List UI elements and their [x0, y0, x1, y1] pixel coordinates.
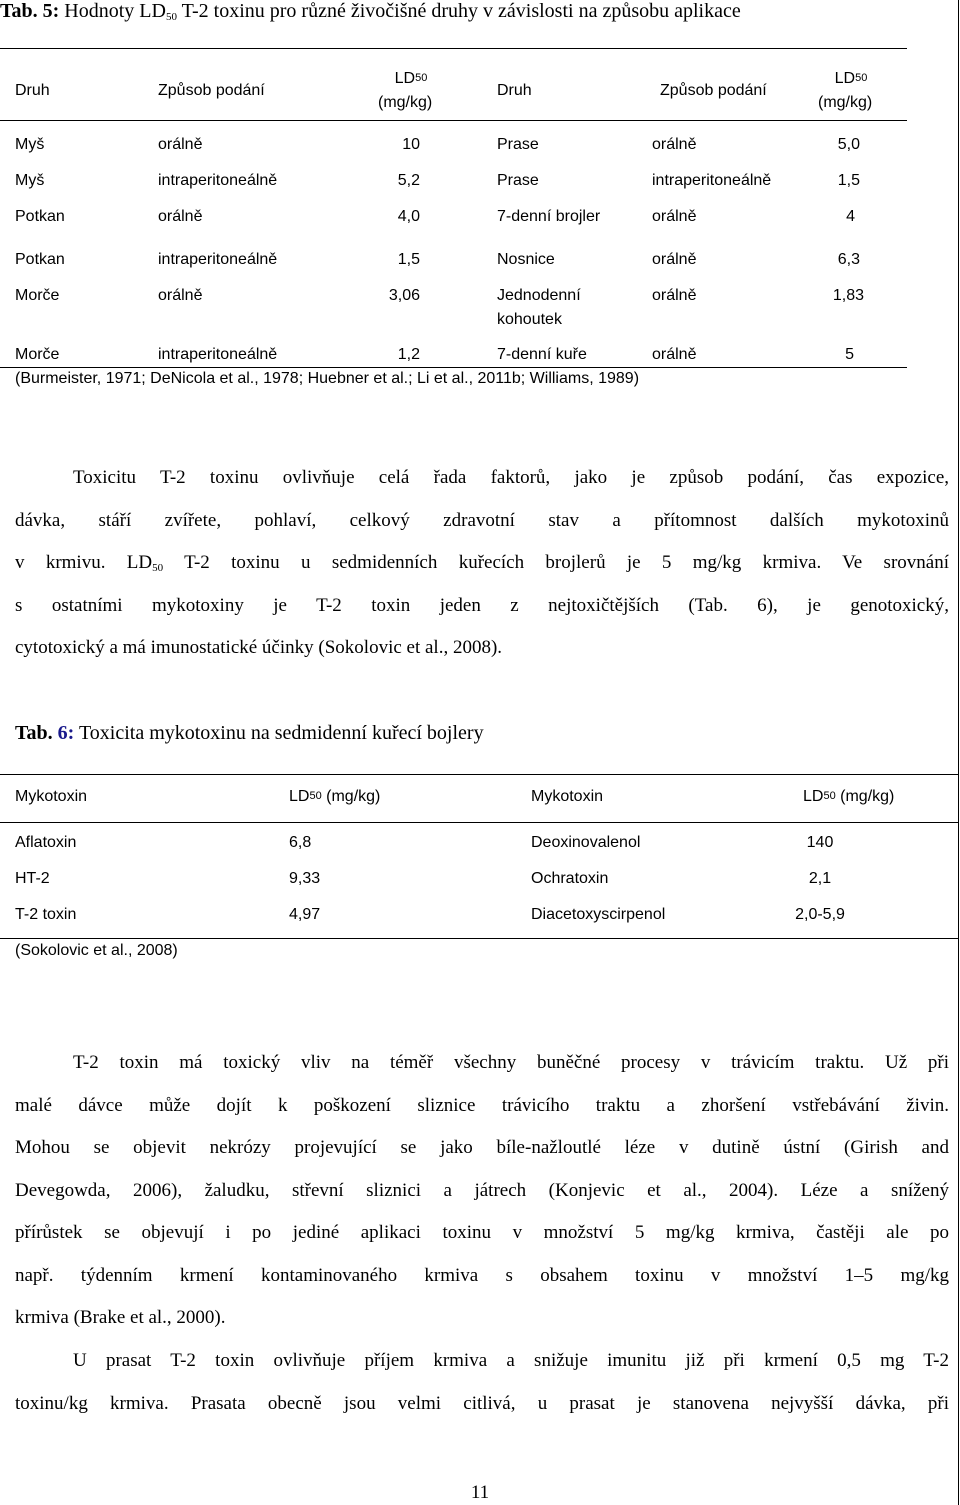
table5-header-rule	[0, 120, 907, 121]
paragraph-line: krmiva (Brake et al., 2000).	[15, 1307, 226, 1328]
t5-left-druh: Potkan	[15, 208, 65, 225]
t5-right-ld: 5	[845, 346, 854, 363]
paragraph-line: dávka, stáří zvířete, pohlaví, celkový zdravotní stav a přítomnost dalších mykotoxinů	[15, 509, 949, 531]
t5-left-druh: Myš	[15, 136, 45, 153]
t5-left-zpusob: orálně	[158, 136, 203, 153]
t5-right-ld: 1,5	[837, 172, 860, 189]
table6-caption-prefix: Tab.	[15, 722, 53, 744]
t5-right-zpusob: orálně	[652, 251, 697, 268]
t6-header-ld-1: LD50 (mg/kg)	[289, 788, 381, 805]
t5-header-ld-1: LD50	[394, 70, 428, 87]
t5-header-druh-2: Druh	[497, 82, 532, 99]
page-edge-line	[958, 0, 959, 1505]
t5-header-zpusob-2: Způsob podání	[660, 82, 767, 99]
paragraph-line: přírůstek se objevují i po jediné aplikaci toxinu v množství 5 mg/kg krmiva, častěji ale po	[15, 1222, 949, 1243]
paragraph-line: Devegowda, 2006), žaludku, střevní sliznici a játrech (Konjevic et al., 2004). Léze a snížený	[15, 1179, 949, 1201]
t5-right-druh: Prase	[497, 136, 539, 153]
t5-left-zpusob: intraperitoneálně	[158, 172, 278, 189]
t5-right-druh: 7-denní brojler	[497, 208, 601, 225]
t6-mykotoxin: Diacetoxyscirpenol	[531, 906, 666, 923]
t6-mykotoxin: HT-2	[15, 870, 50, 887]
paragraph-line: toxinu/kg krmiva. Prasata obecně jsou velmi citlivá, u prasat je stanovena nejvyšší dávka, při	[15, 1392, 949, 1414]
paragraph-line: cytotoxický a má imunostatické účinky (Sokolovic et al., 2008).	[15, 637, 503, 658]
t6-mykotoxin: Ochratoxin	[531, 870, 609, 887]
t5-left-ld: 1,5	[397, 251, 420, 268]
t6-value: 2,1	[808, 870, 832, 887]
t5-left-druh: Morče	[15, 346, 60, 363]
t5-right-druh: 7-denní kuře	[497, 346, 587, 363]
t6-value: 9,33	[289, 870, 321, 887]
t6-header-mykotoxin-1: Mykotoxin	[15, 788, 88, 805]
t6-header-ld-2: LD50 (mg/kg)	[803, 788, 895, 805]
table6-bottom-rule	[0, 938, 958, 939]
t5-left-druh: Myš	[15, 172, 45, 189]
table5-caption-prefix: Tab. 5:	[0, 0, 60, 22]
t6-mykotoxin: Deoxinovalenol	[531, 834, 641, 851]
t5-left-zpusob: orálně	[158, 208, 203, 225]
paragraph-line: Mohou se objevit nekrózy projevující se jako bíle-nažloutlé léze v dutině ústní (Girish and	[15, 1137, 949, 1158]
t5-right-zpusob: intraperitoneálně	[652, 172, 772, 189]
table5-caption-text: Hodnoty $LD_{50}$ T-2 toxinu pro různé živočišné druhy v závislosti na způsobu aplikace	[64, 0, 741, 23]
t5-left-zpusob: orálně	[158, 287, 203, 304]
t6-mykotoxin: Aflatoxin	[15, 834, 77, 851]
paragraph-2	[15, 1042, 949, 1340]
t5-header-unit-2: (mg/kg)	[818, 94, 873, 111]
table6-header-rule	[0, 822, 958, 823]
t5-right-zpusob: orálně	[652, 287, 697, 304]
table5-top-rule	[0, 48, 907, 49]
t5-left-druh: Morče	[15, 287, 60, 304]
t5-right-ld: 4	[846, 208, 855, 225]
t5-left-zpusob: intraperitoneálně	[158, 251, 278, 268]
table6-top-rule	[0, 774, 958, 775]
table5-caption	[0, 0, 741, 23]
t5-right-druh: Nosnice	[497, 251, 555, 268]
t5-right-druh-line1: Jednodenní	[497, 287, 581, 304]
paragraph-line: s ostatními mykotoxiny je T-2 toxin jeden z nejtoxičtějších (Tab. 6), je genotoxický,	[15, 594, 949, 616]
table6-caption	[15, 722, 484, 745]
paragraph-1	[15, 457, 949, 670]
t5-right-druh: Prase	[497, 172, 539, 189]
t5-header-ld-2: LD50	[834, 70, 868, 87]
t5-right-druh-line2: kohoutek	[497, 311, 562, 328]
t6-value: 140	[806, 834, 834, 851]
paragraph-line: v krmivu. $LD_{50}$ T-2 toxinu u sedmidenních kuřecích brojlerů je 5 mg/kg krmiva. Ve srovnání	[15, 552, 949, 574]
t5-header-druh-1: Druh	[15, 82, 50, 99]
t5-left-zpusob: intraperitoneálně	[158, 346, 278, 363]
page-number: 11	[470, 1482, 490, 1503]
paragraph-3	[15, 1340, 949, 1425]
table5-bottom-rule	[0, 367, 907, 368]
t5-left-ld: 1,2	[397, 346, 420, 363]
t5-right-zpusob: orálně	[652, 208, 697, 225]
paragraph-line: T-2 toxin má toxický vliv na téměř všechny buněčné procesy v trávicím traktu. Už při	[73, 1052, 949, 1073]
paragraph-line: Toxicitu T-2 toxinu ovlivňuje celá řada faktorů, jako je způsob podání, čas expozice,	[73, 467, 949, 488]
t5-left-ld: 10	[402, 136, 420, 153]
t5-right-ld: 6,3	[837, 251, 860, 268]
t5-left-druh: Potkan	[15, 251, 65, 268]
t6-header-mykotoxin-2: Mykotoxin	[531, 788, 604, 805]
t6-value: 4,97	[289, 906, 321, 923]
paragraph-line: U prasat T-2 toxin ovlivňuje příjem krmiva a snižuje imunitu již při krmení 0,5 mg T-2	[73, 1350, 949, 1371]
t5-left-ld: 3,06	[388, 287, 420, 304]
t6-mykotoxin: T-2 toxin	[15, 906, 77, 923]
table5-source: (Burmeister, 1971; DeNicola et al., 1978; Huebner et al.; Li et al., 2011b; Williams, 1989)	[15, 370, 640, 387]
table6-caption-text: Toxicita mykotoxinu na sedmidenní kuřecí bojlery	[74, 722, 484, 744]
t5-left-ld: 4,0	[397, 208, 420, 225]
table6-caption-number: 6:	[57, 722, 75, 744]
t5-right-ld: 5,0	[837, 136, 860, 153]
t6-value: 6,8	[289, 834, 312, 851]
t5-left-ld: 5,2	[397, 172, 420, 189]
t5-header-zpusob-1: Způsob podání	[158, 82, 265, 99]
t5-right-zpusob: orálně	[652, 346, 697, 363]
t6-value: 2,0-5,9	[795, 906, 845, 923]
t5-right-zpusob: orálně	[652, 136, 697, 153]
t5-right-ld: 1,83	[832, 287, 864, 304]
paragraph-line: malé dávce může dojít k poškození sliznice trávicího traktu a zhoršení vstřebávání živin.	[15, 1094, 949, 1116]
t5-header-unit-1: (mg/kg)	[378, 94, 433, 111]
table6-source: (Sokolovic et al., 2008)	[15, 942, 178, 959]
paragraph-line: např. týdenním krmení kontaminovaného krmiva s obsahem toxinu v množství 1–5 mg/kg	[15, 1264, 949, 1286]
